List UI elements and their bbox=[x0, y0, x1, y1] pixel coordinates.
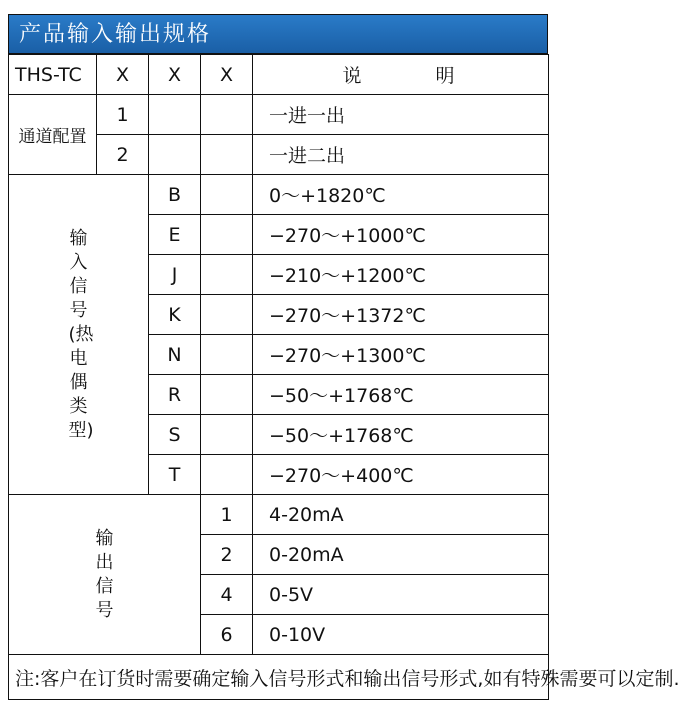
empty-cell bbox=[201, 215, 253, 255]
input-signal-label: 输入信号(热电偶类型) bbox=[68, 227, 94, 441]
input-code: E bbox=[149, 215, 201, 255]
empty-cell bbox=[201, 255, 253, 295]
table-row bbox=[9, 495, 549, 535]
input-desc: −270～+1300℃ bbox=[253, 335, 549, 375]
output-code: 6 bbox=[201, 615, 253, 655]
input-code: R bbox=[149, 375, 201, 415]
output-desc: 0-20mA bbox=[253, 535, 549, 575]
spec-table bbox=[8, 54, 679, 700]
channel-code: 1 bbox=[97, 95, 149, 135]
input-code: J bbox=[149, 255, 201, 295]
output-desc: 0-5V bbox=[253, 575, 549, 615]
channel-desc: 一进二出 bbox=[253, 135, 549, 175]
input-desc: −50～+1768℃ bbox=[253, 375, 549, 415]
code-header-3: X bbox=[201, 55, 253, 95]
input-code: K bbox=[149, 295, 201, 335]
empty-cell bbox=[201, 95, 253, 135]
spec-sheet bbox=[8, 14, 679, 715]
empty-cell bbox=[149, 95, 201, 135]
table-row bbox=[9, 95, 549, 135]
input-desc: 0～+1820℃ bbox=[253, 175, 549, 215]
output-signal-label: 输出信号 bbox=[95, 527, 114, 621]
table-row bbox=[9, 175, 549, 215]
order-note: 注:客户在订货时需要确定输入信号形式和输出信号形式,如有特殊需要可以定制. bbox=[9, 655, 549, 700]
input-desc: −50～+1768℃ bbox=[253, 415, 549, 455]
empty-cell bbox=[201, 375, 253, 415]
input-desc: −270～+1000℃ bbox=[253, 215, 549, 255]
output-signal-label-cell bbox=[9, 495, 201, 655]
code-header-2: X bbox=[149, 55, 201, 95]
input-code: S bbox=[149, 415, 201, 455]
input-desc: −210～+1200℃ bbox=[253, 255, 549, 295]
input-code: B bbox=[149, 175, 201, 215]
description-header: 说 明 bbox=[253, 55, 549, 95]
empty-cell bbox=[149, 135, 201, 175]
input-desc: −270～+400℃ bbox=[253, 455, 549, 495]
output-desc: 4-20mA bbox=[253, 495, 549, 535]
empty-cell bbox=[201, 295, 253, 335]
note-row bbox=[9, 655, 549, 700]
channel-desc: 一进一出 bbox=[253, 95, 549, 135]
input-code: T bbox=[149, 455, 201, 495]
page-title: 产品输入输出规格 bbox=[8, 14, 548, 54]
empty-cell bbox=[201, 135, 253, 175]
channel-config-label: 通道配置 bbox=[9, 95, 97, 175]
code-header-1: X bbox=[97, 55, 149, 95]
output-code: 1 bbox=[201, 495, 253, 535]
empty-cell bbox=[201, 455, 253, 495]
channel-code: 2 bbox=[97, 135, 149, 175]
empty-cell bbox=[201, 175, 253, 215]
output-desc: 0-10V bbox=[253, 615, 549, 655]
input-desc: −270～+1372℃ bbox=[253, 295, 549, 335]
empty-cell bbox=[201, 335, 253, 375]
empty-cell bbox=[201, 415, 253, 455]
input-code: N bbox=[149, 335, 201, 375]
header-row bbox=[9, 55, 549, 95]
output-code: 4 bbox=[201, 575, 253, 615]
output-code: 2 bbox=[201, 535, 253, 575]
input-signal-label-cell bbox=[9, 175, 149, 495]
model-header: THS-TC bbox=[9, 55, 97, 95]
